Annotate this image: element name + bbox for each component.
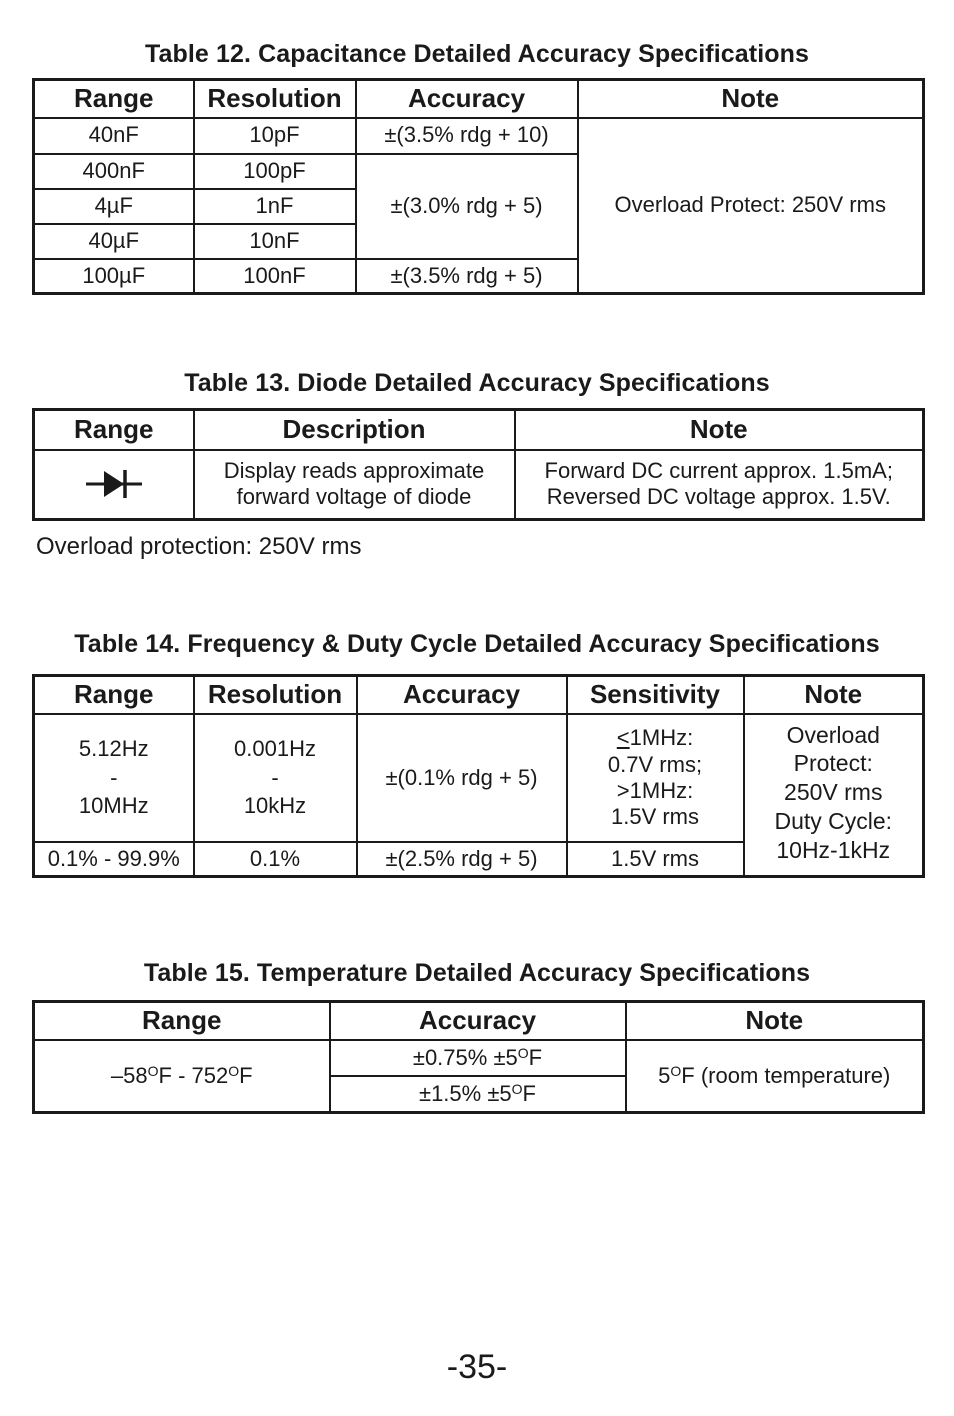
t15-range-text: –58 (110, 1062, 148, 1088)
t13-header-description: Description (194, 410, 515, 450)
t12-range-cell: 4µF (34, 189, 194, 224)
t12-range-cell: 400nF (34, 154, 194, 189)
table-14-frequency (32, 674, 925, 878)
t13-note-line: Forward DC current approx. 1.5mA; (544, 457, 893, 483)
t12-range-cell: 40µF (34, 224, 194, 259)
t12-accuracy-cell: ±(3.5% rdg + 10) (356, 118, 578, 154)
t14-header-sensitivity: Sensitivity (567, 676, 744, 714)
t15-range-text: F - 752 (158, 1062, 229, 1088)
table-row (34, 1040, 924, 1076)
diode-icon (84, 467, 144, 501)
t15-range-text: F (239, 1062, 253, 1088)
t15-header-note: Note (626, 1002, 924, 1040)
t14-sensitivity-cell: 1.5V rms (567, 842, 744, 876)
t14-sensitivity-line: >1MHz: (616, 778, 694, 803)
t15-note-text: F (room temperature) (681, 1062, 891, 1088)
t12-resolution-cell: 10nF (194, 224, 356, 259)
t12-accuracy-cell: ±(3.5% rdg + 5) (356, 259, 578, 294)
t13-note-line: Reversed DC voltage approx. 1.5V. (546, 484, 891, 510)
t12-range-cell: 40nF (34, 118, 194, 154)
t15-accuracy-cell (330, 1076, 626, 1112)
t14-resolution-line: 0.001Hz (234, 736, 316, 762)
t12-header-range: Range (34, 80, 194, 118)
table-13-diode (32, 408, 925, 521)
t12-resolution-cell: 10pF (194, 118, 356, 154)
t15-header-accuracy: Accuracy (330, 1002, 626, 1040)
t13-header-range: Range (34, 410, 194, 450)
t15-accuracy-text: ±0.75% ±5 (412, 1044, 518, 1070)
t15-note-cell (626, 1040, 924, 1113)
t13-description-line: forward voltage of diode (236, 484, 472, 510)
table-15-temperature (32, 1000, 925, 1114)
t12-accuracy-cell: ±(3.0% rdg + 5) (356, 154, 578, 259)
t12-header-note: Note (578, 80, 924, 118)
t14-header-resolution: Resolution (194, 676, 357, 714)
t14-resolution-line: - (271, 764, 279, 790)
t14-accuracy-cell: ±(0.1% rdg + 5) (357, 714, 567, 843)
t14-sensitivity-text: 1MHz: (629, 725, 694, 751)
degree-mark: O (147, 1062, 159, 1079)
table-12-capacitance (32, 78, 925, 295)
degree-mark: O (511, 1080, 523, 1097)
table-12-title: Table 12. Capacitance Detailed Accuracy Specifications (144, 40, 809, 68)
t15-note-text: 5 (658, 1062, 671, 1088)
t12-range-cell: 100µF (34, 259, 194, 294)
table-15-title: Table 15. Temperature Detailed Accuracy Specifications (143, 959, 811, 987)
t14-accuracy-cell: ±(2.5% rdg + 5) (357, 842, 567, 876)
t12-resolution-cell: 1nF (194, 189, 356, 224)
t14-range-cell (34, 714, 194, 843)
t13-range-cell (34, 450, 194, 520)
overload-protection-text: Overload protection: 250V rms (36, 533, 362, 560)
page-number: -35- (446, 1348, 508, 1386)
t14-range-line: 10MHz (78, 793, 149, 819)
t15-accuracy-text: F (528, 1044, 543, 1070)
t15-accuracy-text: F (522, 1080, 536, 1106)
t14-note-cell (744, 714, 924, 877)
t14-sensitivity-line (568, 725, 743, 751)
t14-note-line: Protect: (793, 750, 873, 777)
t14-resolution-line: 10kHz (243, 793, 307, 819)
t14-note-line: Duty Cycle: (774, 807, 893, 834)
t14-resolution-cell: 0.1% (194, 842, 357, 876)
less-equal-symbol: < (616, 725, 630, 751)
t13-description-line: Display reads approximate (223, 457, 485, 483)
t12-resolution-cell: 100nF (194, 259, 356, 294)
table-14-title: Table 14. Frequency & Duty Cycle Detailed Accuracy Specifications (74, 630, 880, 658)
table-row (34, 118, 924, 154)
t14-header-accuracy: Accuracy (357, 676, 567, 714)
t14-header-note: Note (744, 676, 924, 714)
t15-accuracy-cell (330, 1040, 626, 1076)
degree-mark: O (670, 1062, 682, 1079)
t15-accuracy-text: ±1.5% ±5 (419, 1080, 512, 1106)
t14-range-cell: 0.1% - 99.9% (34, 842, 194, 876)
t15-header-range: Range (34, 1002, 330, 1040)
degree-mark: O (517, 1044, 529, 1061)
t14-note-line: 250V rms (784, 779, 883, 806)
table-13-title: Table 13. Diode Detailed Accuracy Specifications (184, 369, 770, 397)
t13-note-cell (515, 450, 924, 520)
table-row (34, 714, 924, 843)
t14-note-line: 10Hz-1kHz (776, 836, 891, 863)
t14-sensitivity-line: 1.5V rms (610, 804, 700, 830)
t12-note-cell: Overload Protect: 250V rms (578, 118, 924, 294)
t15-range-cell (34, 1040, 330, 1113)
t12-header-resolution: Resolution (194, 80, 356, 118)
t13-header-note: Note (515, 410, 924, 450)
t14-sensitivity-line: 0.7V rms; (607, 751, 703, 777)
t14-range-line: 5.12Hz (78, 736, 149, 762)
table-row (34, 450, 924, 520)
degree-mark: O (228, 1062, 240, 1079)
t12-resolution-cell: 100pF (194, 154, 356, 189)
t14-resolution-cell (194, 714, 357, 843)
t12-header-accuracy: Accuracy (356, 80, 578, 118)
t14-note-line: Overload (786, 721, 880, 748)
t13-description-cell (194, 450, 515, 520)
t14-sensitivity-cell (567, 714, 744, 843)
t14-range-line: - (110, 764, 118, 790)
t14-header-range: Range (34, 676, 194, 714)
